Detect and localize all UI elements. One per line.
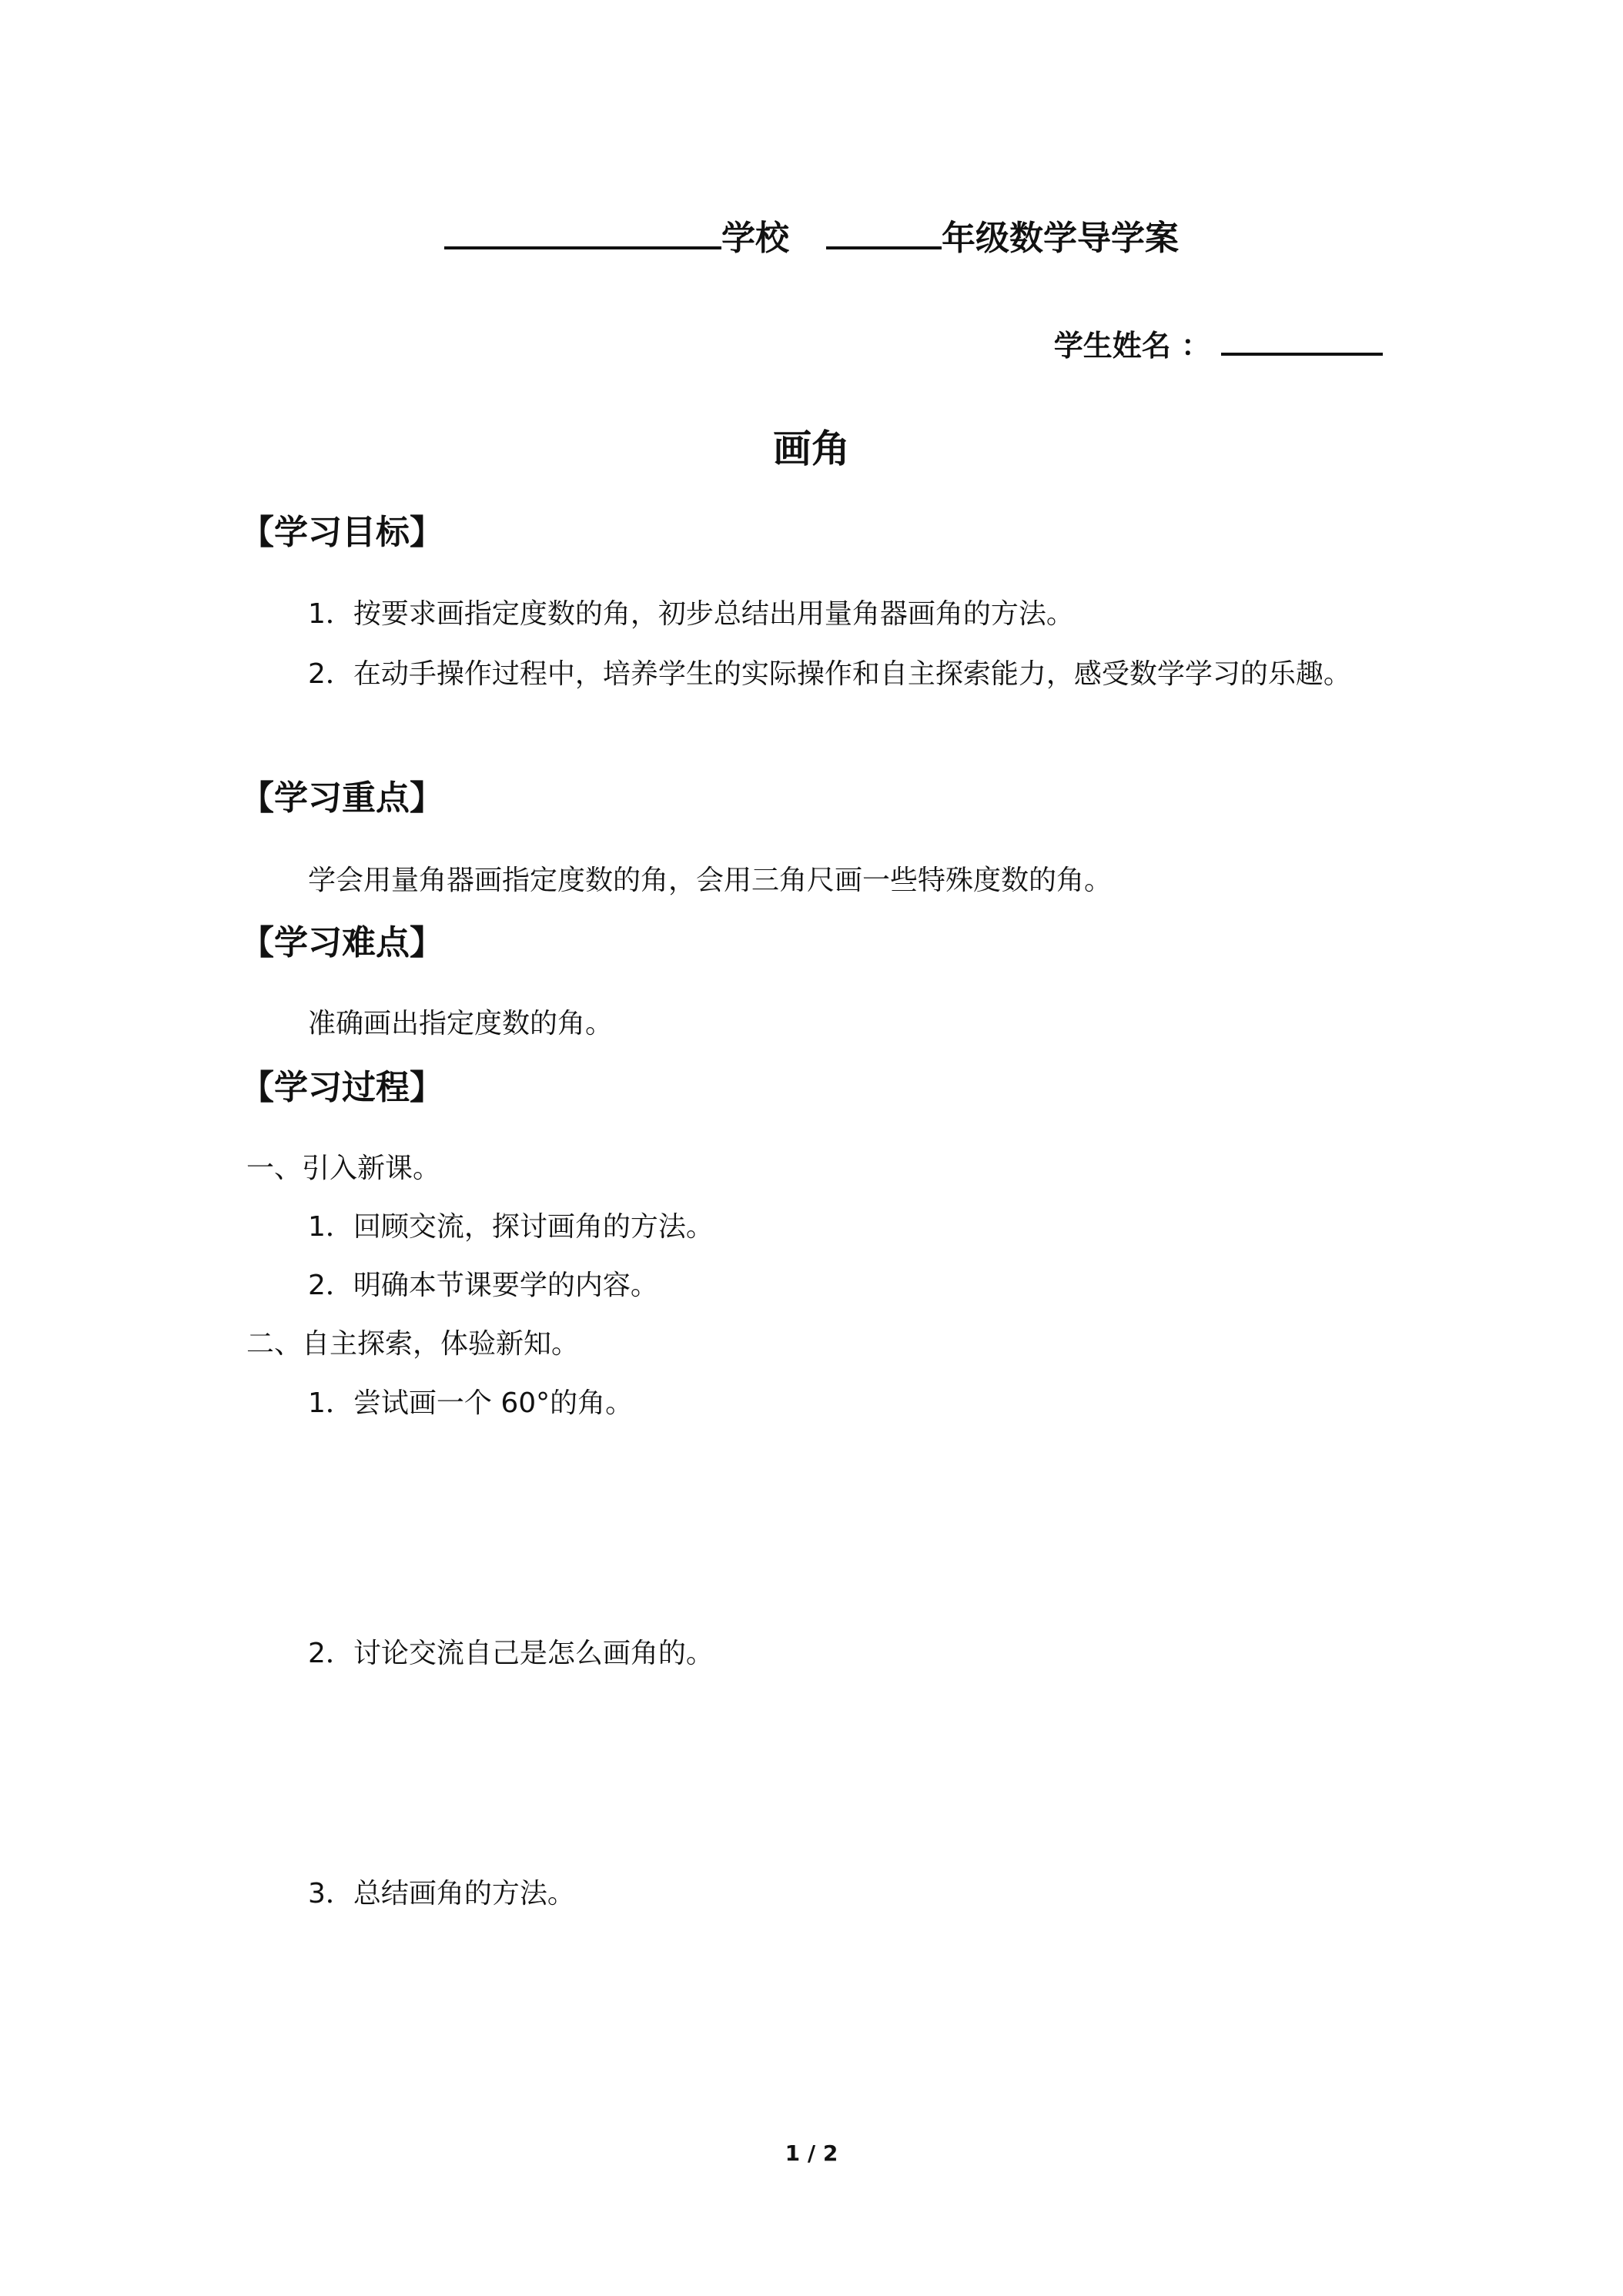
objective-item-1: 1．按要求画指定度数的角，初步总结出用量角器画角的方法。	[308, 598, 1074, 630]
process-part2-item-2: 2．讨论交流自己是怎么画角的。	[308, 1638, 714, 1669]
key-points-heading: 【学习重点】	[240, 778, 443, 818]
difficulties-text: 准确画出指定度数的角。	[308, 1008, 614, 1039]
objective-item-2: 2．在动手操作过程中，培养学生的实际操作和自主探索能力，感受数学学习的乐趣。	[308, 658, 1351, 690]
school-blank[interactable]	[444, 208, 721, 249]
student-name-label: 学生姓名 ：	[1053, 329, 1210, 363]
process-heading: 【学习过程】	[240, 1068, 443, 1107]
document-title: 画角	[773, 427, 850, 471]
student-name-line	[1054, 317, 1383, 369]
grade-blank[interactable]	[826, 208, 942, 249]
process-part1-item-1: 1．回顾交流，探讨画角的方法。	[308, 1211, 714, 1243]
page-number: 1 / 2	[785, 2140, 838, 2166]
key-points-text: 学会用量角器画指定度数的角，会用三角尺画一些特殊度数的角。	[308, 865, 1113, 896]
process-part1-item-2: 2．明确本节课要学的内容。	[308, 1270, 658, 1301]
header-title	[0, 208, 1623, 262]
process-part2-item-3: 3．总结画角的方法。	[308, 1878, 575, 1909]
process-part2-title: 二、自主探索，体验新知。	[246, 1328, 580, 1360]
difficulties-heading: 【学习难点】	[240, 923, 443, 962]
student-name-blank[interactable]	[1221, 317, 1383, 356]
process-part1-title: 一、引入新课。	[246, 1153, 441, 1184]
process-part2-item-1: 1．尝试画一个 60°的角。	[308, 1387, 634, 1419]
school-label: 学校	[721, 219, 789, 258]
grade-label: 年级数学导学案	[942, 219, 1179, 258]
objectives-heading: 【学习目标】	[240, 513, 443, 552]
